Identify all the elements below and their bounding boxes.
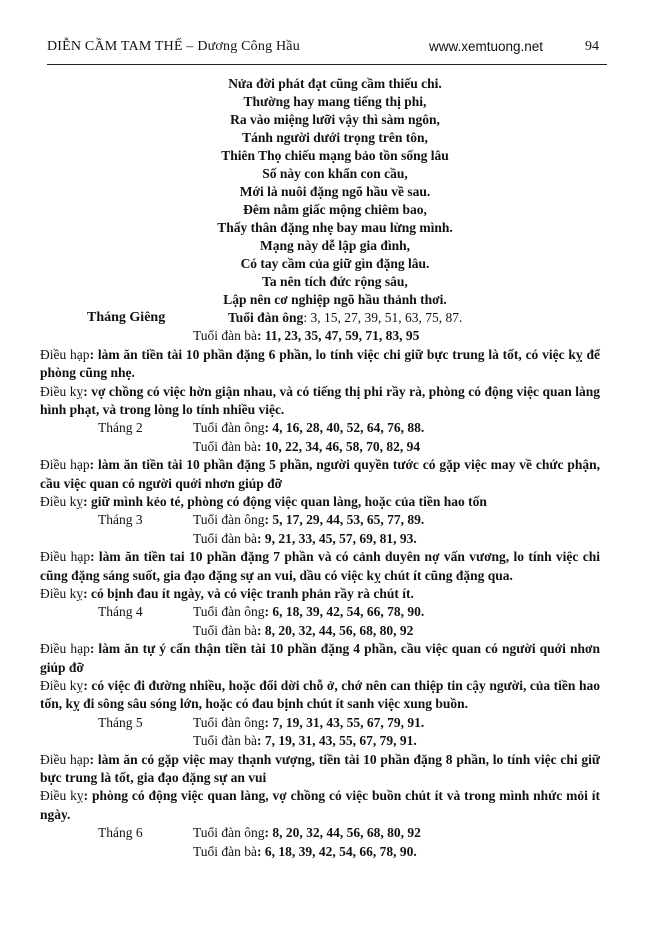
month-male-row — [40, 419, 600, 437]
website-url[interactable]: www.xemtuong.net — [429, 39, 544, 54]
month-name: Tháng 6 — [98, 825, 143, 841]
avoid-paragraph — [40, 383, 600, 420]
poem-line: Nửa đời phát đạt cũng cầm thiếu chi. — [228, 76, 442, 91]
female-ages-label: Tuổi đàn bà — [193, 733, 258, 749]
female-ages — [193, 843, 417, 861]
poem-line: Tánh người dưới trọng trên tôn, — [242, 130, 428, 145]
female-ages-values: : 9, 21, 33, 45, 57, 69, 81, 93. — [257, 530, 417, 546]
male-ages — [193, 603, 424, 621]
avoid-paragraph — [40, 677, 600, 714]
month-name: Tháng 5 — [98, 714, 143, 730]
favorable-paragraph — [40, 548, 600, 585]
female-ages-label: Tuổi đàn bà — [193, 843, 258, 859]
avoid-label: Điều kỵ — [40, 494, 84, 509]
month-female-row — [40, 327, 600, 345]
favorable-label: Điều hạp — [40, 751, 90, 767]
month-male-row — [40, 603, 600, 621]
female-ages-values: : 7, 19, 31, 43, 55, 67, 79, 91. — [257, 733, 417, 749]
male-ages-values: : 4, 16, 28, 40, 52, 64, 76, 88. — [264, 420, 425, 436]
month-name: Tháng 2 — [98, 420, 143, 436]
male-ages — [193, 419, 424, 437]
month-male-row — [40, 309, 600, 327]
male-ages — [228, 309, 462, 327]
avoid-label: Điều kỵ — [40, 383, 84, 399]
header-rule — [47, 64, 607, 65]
avoid-label: Điều kỵ — [40, 788, 84, 804]
poem-line: Số này con khẩn con cầu, — [262, 166, 408, 181]
avoid-text: : giữ mình kẻo té, phòng có động việc quan làng, hoặc của tiền hao tốn — [83, 494, 487, 509]
poem-line: Thấy thân đặng nhẹ bay mau lừng mình. — [217, 220, 453, 235]
poem-block — [90, 75, 580, 309]
female-ages — [193, 622, 413, 640]
favorable-label: Điều hạp — [40, 549, 91, 565]
avoid-text: : có bịnh đau ít ngày, và có việc tranh phản rầy rà chút ít. — [83, 586, 414, 601]
male-ages-values: : 6, 18, 39, 42, 54, 66, 78, 90. — [264, 604, 425, 620]
month-male-row — [40, 824, 600, 842]
favorable-paragraph — [40, 640, 600, 677]
favorable-label: Điều hạp — [40, 346, 90, 362]
avoid-label: Điều kỵ — [40, 678, 84, 693]
female-ages — [193, 530, 417, 548]
male-ages — [193, 511, 424, 529]
month-female-row — [40, 843, 600, 861]
favorable-text: : làm ăn tự ý cẩn thận tiền tài 10 phần đặng 4 phần, cầu việc quan có người quới nhơn giúp đỡ — [40, 641, 600, 675]
male-ages-label: Tuổi đàn ông — [193, 825, 265, 841]
favorable-text: : làm ăn tiền tài 10 phần đặng 6 phần, lo tính việc chi giữ bực trung là tốt, có việc kỵ để phòng cũng nhẹ. — [40, 346, 601, 381]
poem-line: Thường hay mang tiếng thị phi, — [243, 94, 427, 109]
female-ages-values: : 11, 23, 35, 47, 59, 71, 83, 95 — [257, 328, 420, 344]
male-ages-values: : 5, 17, 29, 44, 53, 65, 77, 89. — [264, 512, 425, 528]
female-ages-values: : 8, 20, 32, 44, 56, 68, 80, 92 — [257, 622, 414, 638]
female-ages-values: : 10, 22, 34, 46, 58, 70, 82, 94 — [257, 438, 421, 454]
avoid-text: : phòng có động việc quan làng, vợ chồng có việc buồn chút ít và trong mình nhức mỏi ít ngày. — [40, 788, 600, 822]
favorable-text: : làm ăn có gặp việc may thạnh vượng, tiền tài 10 phần đặng 8 phần, lo tính việc chi giữ bực trung là tốt, gia đạo đặng sự an vui — [40, 751, 601, 785]
avoid-label: Điều kỵ — [40, 586, 84, 601]
month-male-row — [40, 714, 600, 732]
female-ages — [193, 732, 417, 750]
avoid-paragraph — [40, 787, 600, 824]
favorable-paragraph — [40, 751, 600, 788]
male-ages-label: Tuổi đàn ông — [193, 420, 265, 436]
avoid-paragraph — [40, 493, 600, 511]
male-ages-label: Tuổi đàn ông — [193, 604, 265, 620]
male-ages — [193, 714, 424, 732]
male-ages-label: Tuổi đàn ông — [193, 512, 265, 528]
poem-line: Mạng này dễ lập gia đình, — [259, 238, 411, 253]
female-ages-label: Tuổi đàn bà — [193, 328, 258, 344]
favorable-text: : làm ăn tiền tai 10 phần đặng 7 phần và có cảnh duyên nợ vấn vương, lo tính việc chi cũng đặng sáng suốt, gia đạo đặng sự an vui, dầu có việc kỵ chút ít cũng đặng qua. — [40, 549, 601, 583]
male-ages-values: : 8, 20, 32, 44, 56, 68, 80, 92 — [264, 825, 421, 841]
poem-line: Mới là nuôi đặng ngõ hầu về sau. — [239, 184, 431, 199]
favorable-label: Điều hạp — [40, 457, 90, 473]
poem-line: Lập nên cơ nghiệp ngõ hầu thảnh thơi. — [223, 292, 447, 307]
month-name: Tháng 4 — [98, 604, 143, 620]
month-female-row — [40, 622, 600, 640]
male-ages-values: : 7, 19, 31, 43, 55, 67, 79, 91. — [264, 714, 425, 730]
month-female-row — [40, 732, 600, 750]
poem-line: Thiên Thọ chiếu mạng bảo tồn sống lâu — [221, 148, 449, 163]
female-ages-values: : 6, 18, 39, 42, 54, 66, 78, 90. — [257, 843, 417, 859]
avoid-text: : vợ chồng có việc hờn giận nhau, và có tiếng thị phi rầy rà, phòng có động việc quan làng hình phạt, và trong lòng lo tính nhiều việc. — [40, 383, 600, 417]
favorable-label: Điều hạp — [40, 641, 90, 657]
monthly-forecast — [40, 309, 600, 861]
poem-line: Có tay cầm của giữ gìn đặng lâu. — [240, 256, 430, 271]
avoid-text: : có việc đi đường nhiều, hoặc đổi dời chỗ ở, chớ nên can thiệp tin cậy người, của tiền hao tốn, kỵ đi sông sâu sóng lớn, hoặc có đau bịnh chút ít sanh việc xung buồn. — [40, 678, 600, 712]
female-ages-label: Tuổi đàn bà — [193, 530, 258, 546]
female-ages — [193, 438, 420, 456]
poem-line: Ta nên tích đức rộng sâu, — [262, 274, 408, 289]
male-ages-label: Tuổi đàn ông — [228, 310, 304, 325]
avoid-paragraph — [40, 585, 600, 603]
book-title: DIỄN CẦM TAM THẾ – Dương Công Hầu — [47, 39, 300, 54]
page-number: 94 — [585, 39, 599, 54]
month-name: Tháng 3 — [98, 512, 143, 528]
favorable-paragraph — [40, 456, 600, 493]
poem-line: Đêm nằm giấc mộng chiêm bao, — [243, 202, 427, 217]
male-ages-label: Tuổi đàn ông — [193, 714, 265, 730]
month-male-row — [40, 511, 600, 529]
month-female-row — [40, 438, 600, 456]
favorable-paragraph — [40, 346, 600, 383]
month-female-row — [40, 530, 600, 548]
female-ages-label: Tuổi đàn bà — [193, 622, 258, 638]
favorable-text: : làm ăn tiền tài 10 phần đặng 5 phần, người quyền tước có gặp việc may về chức phận, cầu việc quan có người quới nhơn giúp đỡ — [40, 457, 601, 491]
poem-line: Ra vào miệng lưỡi vậy thì sàm ngôn, — [230, 112, 440, 127]
female-ages-label: Tuổi đàn bà — [193, 438, 258, 454]
male-ages-values: : 3, 15, 27, 39, 51, 63, 75, 87. — [303, 310, 463, 325]
female-ages — [193, 327, 419, 345]
male-ages — [193, 824, 421, 842]
month-name: Tháng Giêng — [87, 310, 166, 325]
page-header — [47, 39, 607, 59]
